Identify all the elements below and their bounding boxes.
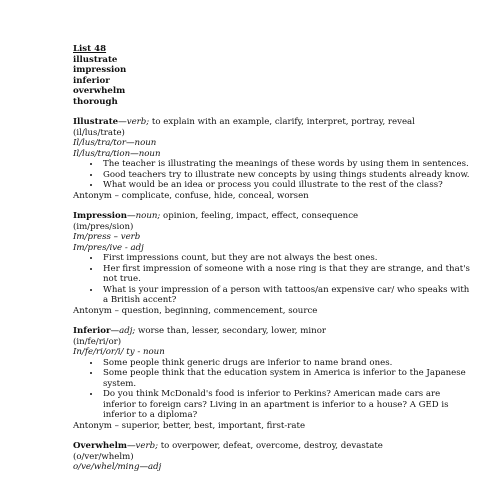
word-list-item: impression [73, 65, 127, 75]
word-list-item: overwhelm [73, 86, 126, 96]
entry-form: (im/pres/sion) [73, 221, 134, 232]
entry-impression [73, 211, 473, 316]
entry-definition-text: to explain with an example, clarify, interpret, portray, reveal [149, 117, 415, 127]
entry-antonyms: Antonym – question, beginning, commencement, source [73, 305, 318, 316]
entry-definition-text: to overpower, defeat, overcome, destroy, devastate [158, 441, 383, 451]
word-list-item: illustrate [73, 54, 118, 65]
entry-form: (in/fe/ri/or) [73, 336, 122, 347]
entry-word: Inferior [73, 326, 111, 336]
example-list [73, 358, 473, 421]
entry-pos: —verb; [126, 441, 158, 451]
entry-definition [73, 211, 473, 222]
entry-pos: —noun; [127, 211, 161, 221]
example-sentence: • Some people think generic drugs are inferior to name brand ones. [101, 358, 473, 369]
list-header [73, 44, 473, 107]
entry-pos: —verb; [118, 117, 150, 127]
example-list [73, 253, 473, 306]
entry-definition-text: opinion, feeling, impact, effect, consequence [160, 211, 359, 221]
entry-form: Il/lus/tra/tor—noun [73, 138, 157, 148]
example-sentence: • Good teachers try to illustrate new concepts by using things students already know. [101, 170, 473, 181]
entry-form: (il/lus/trate) [73, 127, 125, 138]
word-list-item: thorough [73, 96, 118, 107]
entry-form: Im/press – verb [73, 232, 141, 242]
example-sentence: • The teacher is illustrating the meanings of these words by using them in sentences. [101, 159, 473, 170]
example-sentence: • What is your impression of a person with tattoos/an expensive car/ who speaks with a British accent? [101, 285, 473, 306]
entry-antonyms: Antonym – superior, better, best, important, first-rate [73, 420, 306, 431]
entry-definition-text: worse than, lesser, secondary, lower, minor [135, 326, 326, 336]
entry-overwhelm [73, 441, 473, 473]
entry-pos: —adj; [110, 326, 136, 336]
entry-word: Overwhelm [73, 441, 127, 451]
entry-form: Il/lus/tra/tion—noun [73, 148, 161, 159]
example-sentence: • Do you think McDonald's food is inferior to Perkins? American made cars are inferior to foreign cars? Living in an apartment is inferior to a house? A GED is inferior to a diploma? [101, 389, 473, 421]
example-sentence: • Her first impression of someone with a nose ring is that they are strange, and that's not true. [101, 264, 473, 285]
word-list [73, 55, 473, 108]
entry-word: Illustrate [73, 117, 119, 127]
entry-word: Impression [73, 211, 128, 221]
entry-illustrate [73, 117, 473, 201]
example-sentence: • First impressions count, but they are not always the best ones. [101, 253, 473, 264]
entry-form: In/fe/ri/or/i/ ty - noun [73, 347, 165, 357]
entry-definition [73, 441, 473, 452]
entry-definition [73, 117, 473, 128]
entry-form: (o/ver/whelm) [73, 451, 134, 462]
example-sentence: • What would be an idea or process you could illustrate to the rest of the class? [101, 180, 473, 191]
word-list-item: inferior [73, 75, 110, 86]
entry-definition [73, 326, 473, 337]
list-title: List 48 [73, 44, 107, 54]
document-page [73, 44, 473, 473]
example-list [73, 159, 473, 191]
entry-form: o/ve/whel/ming—adj [73, 462, 162, 472]
entry-form: Im/pres/ive - adj [73, 242, 144, 253]
entry-inferior [73, 326, 473, 431]
entry-antonyms: Antonym – complicate, confuse, hide, conceal, worsen [73, 190, 309, 201]
example-sentence: • Some people think that the education system in America is inferior to the Japanese system. [101, 368, 473, 389]
